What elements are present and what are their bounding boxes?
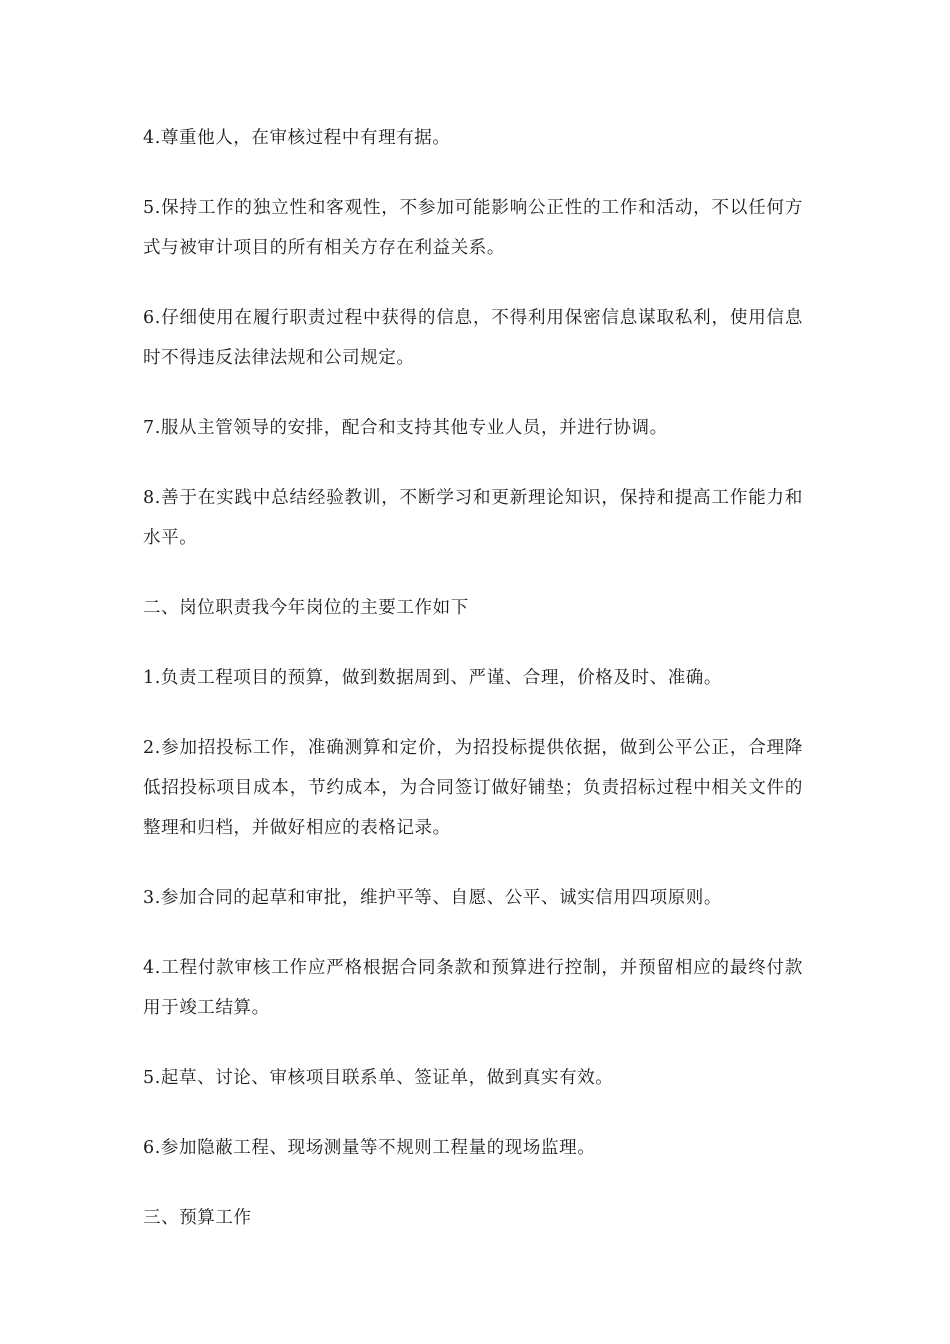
document-body (143, 118, 803, 1238)
paragraph-principle-8: 8.善于在实践中总结经验教训，不断学习和更新理论知识，保持和提高工作能力和水平。 (143, 488, 803, 548)
paragraph-duty-6: 6.参加隐蔽工程、现场测量等不规则工程量的现场监理。 (143, 1138, 596, 1158)
paragraph-gap (143, 918, 803, 948)
paragraph-gap (143, 378, 803, 408)
paragraph-gap (143, 698, 803, 728)
paragraph-gap (143, 628, 803, 658)
paragraph-gap (143, 1098, 803, 1128)
paragraph-duty-1: 1.负责工程项目的预算，做到数据周到、严谨、合理，价格及时、准确。 (143, 668, 722, 688)
paragraph-duty-3: 3.参加合同的起草和审批，维护平等、自愿、公平、诚实信用四项原则。 (143, 888, 722, 908)
paragraph-gap (143, 558, 803, 588)
section-heading-duties: 二、岗位职责我今年岗位的主要工作如下 (143, 598, 469, 618)
paragraph-duty-2: 2.参加招投标工作，准确测算和定价，为招投标提供依据，做到公平公正，合理降低招投标项目成本，节约成本，为合同签订做好铺垫；负责招标过程中相关文件的整理和归档，并做好相应的表格记录。 (143, 738, 803, 838)
paragraph-gap (143, 158, 803, 188)
paragraph-principle-5: 5.保持工作的独立性和客观性，不参加可能影响公正性的工作和活动，不以任何方式与被审计项目的所有相关方存在利益关系。 (143, 198, 803, 258)
paragraph-principle-6: 6.仔细使用在履行职责过程中获得的信息，不得利用保密信息谋取私利，使用信息时不得违反法律法规和公司规定。 (143, 308, 803, 368)
paragraph-principle-7: 7.服从主管领导的安排，配合和支持其他专业人员，并进行协调。 (143, 418, 668, 438)
paragraph-gap (143, 1028, 803, 1058)
section-heading-budget: 三、预算工作 (143, 1208, 252, 1228)
paragraph-gap (143, 1168, 803, 1198)
paragraph-principle-4: 4.尊重他人，在审核过程中有理有据。 (143, 128, 451, 148)
paragraph-gap (143, 448, 803, 478)
paragraph-gap (143, 268, 803, 298)
paragraph-duty-5: 5.起草、讨论、审核项目联系单、签证单，做到真实有效。 (143, 1068, 614, 1088)
paragraph-gap (143, 848, 803, 878)
paragraph-duty-4: 4.工程付款审核工作应严格根据合同条款和预算进行控制，并预留相应的最终付款用于竣工结算。 (143, 958, 803, 1018)
